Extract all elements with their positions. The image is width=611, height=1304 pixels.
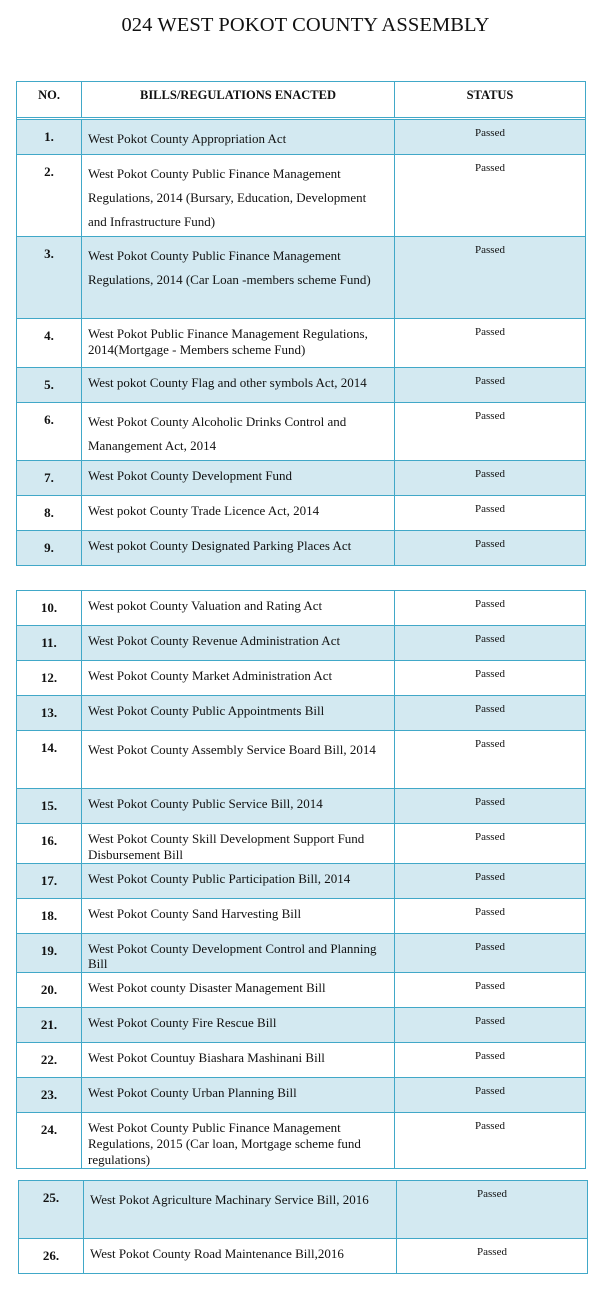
- row-number: 7.: [17, 461, 82, 496]
- row-number: 17.: [17, 863, 82, 898]
- row-number: 3.: [17, 237, 82, 319]
- bill-name: West Pokot County Public Finance Management Regulations, 2014 (Bursary, Education, Development and Infrastructure Fund): [82, 155, 395, 237]
- table-row: [17, 824, 586, 864]
- bill-status: Passed: [395, 319, 586, 368]
- row-number: 11.: [17, 626, 82, 661]
- bill-name: West pokot County Designated Parking Places Act: [82, 531, 395, 566]
- bill-name: West pokot County Valuation and Rating Act: [82, 591, 395, 626]
- bill-name: West Pokot County Fire Rescue Bill: [82, 1008, 395, 1043]
- bill-status: Passed: [395, 933, 586, 973]
- header-status: STATUS: [395, 82, 586, 118]
- table-row: [17, 863, 586, 898]
- bill-status: Passed: [395, 973, 586, 1008]
- bill-status: Passed: [395, 531, 586, 566]
- row-number: 10.: [17, 591, 82, 626]
- bill-status: Passed: [395, 1008, 586, 1043]
- bill-name: West Pokot County Sand Harvesting Bill: [82, 898, 395, 933]
- bill-status: Passed: [395, 824, 586, 864]
- bill-status: Passed: [395, 403, 586, 461]
- row-number: 4.: [17, 319, 82, 368]
- table-row: [17, 120, 586, 155]
- row-number: 13.: [17, 696, 82, 731]
- bill-name: West pokot County Trade Licence Act, 2014: [82, 496, 395, 531]
- row-number: 22.: [17, 1043, 82, 1078]
- table-row: [17, 461, 586, 496]
- bill-name: West Pokot County Public Finance Management Regulations, 2014 (Car Loan -members scheme Fund): [82, 237, 395, 319]
- table-header-row: [17, 82, 586, 118]
- bill-status: Passed: [395, 120, 586, 155]
- table-row: [17, 933, 586, 973]
- bill-name: West Pokot County Public Appointments Bill: [82, 696, 395, 731]
- bill-name: West Pokot County Market Administration Act: [82, 661, 395, 696]
- table-row: [17, 531, 586, 566]
- bill-status: Passed: [395, 496, 586, 531]
- bill-status: Passed: [395, 1043, 586, 1078]
- header-bills: BILLS/REGULATIONS ENACTED: [82, 82, 395, 118]
- table-row: [17, 973, 586, 1008]
- row-number: 5.: [17, 368, 82, 403]
- bill-name: West Pokot County Alcoholic Drinks Control and Manangement Act, 2014: [82, 403, 395, 461]
- page-title: 024 WEST POKOT COUNTY ASSEMBLY: [121, 14, 490, 36]
- table-row: [17, 1043, 586, 1078]
- bill-name: West Pokot County Skill Development Support Fund Disbursement Bill: [82, 824, 395, 864]
- bill-status: Passed: [395, 461, 586, 496]
- header-no: NO.: [17, 82, 82, 118]
- row-number: 26.: [19, 1239, 84, 1274]
- bill-name: West Pokot Public Finance Management Regulations, 2014(Mortgage - Members scheme Fund): [82, 319, 395, 368]
- row-number: 8.: [17, 496, 82, 531]
- row-number: 14.: [17, 731, 82, 789]
- bill-status: Passed: [395, 155, 586, 237]
- row-number: 6.: [17, 403, 82, 461]
- bill-status: Passed: [395, 591, 586, 626]
- table-row: [17, 368, 586, 403]
- row-number: 2.: [17, 155, 82, 237]
- bill-status: Passed: [395, 863, 586, 898]
- bill-name: West Pokot County Revenue Administration Act: [82, 626, 395, 661]
- table-row: [17, 789, 586, 824]
- row-number: 12.: [17, 661, 82, 696]
- bill-name: West Pokot County Public Finance Management Regulations, 2015 (Car loan, Mortgage scheme fund regulations): [82, 1113, 395, 1168]
- bill-name: West Pokot County Appropriation Act: [82, 120, 395, 155]
- table-row: [19, 1239, 588, 1274]
- table-row: [17, 696, 586, 731]
- bill-name: West Pokot County Development Control and Planning Bill: [82, 933, 395, 973]
- row-number: 16.: [17, 824, 82, 864]
- bill-status: Passed: [397, 1239, 588, 1274]
- row-number: 18.: [17, 898, 82, 933]
- bill-name: West Pokot County Development Fund: [82, 461, 395, 496]
- table-row: [17, 1078, 586, 1113]
- bill-status: Passed: [395, 661, 586, 696]
- table-row: [17, 1008, 586, 1043]
- bill-name: West Pokot County Road Maintenance Bill,2016: [84, 1239, 397, 1274]
- row-number: 23.: [17, 1078, 82, 1113]
- row-number: 24.: [17, 1113, 82, 1168]
- bill-status: Passed: [395, 237, 586, 319]
- bill-status: Passed: [395, 1078, 586, 1113]
- bills-table-2: [16, 590, 586, 1169]
- bill-status: Passed: [397, 1181, 588, 1239]
- table-row: [17, 1113, 586, 1168]
- row-number: 15.: [17, 789, 82, 824]
- bill-status: Passed: [395, 731, 586, 789]
- bill-name: West Pokot county Disaster Management Bill: [82, 973, 395, 1008]
- row-number: 21.: [17, 1008, 82, 1043]
- bill-name: West Pokot County Urban Planning Bill: [82, 1078, 395, 1113]
- bill-status: Passed: [395, 696, 586, 731]
- table-row: [17, 731, 586, 789]
- table-row: [19, 1181, 588, 1239]
- bill-name: West Pokot County Public Service Bill, 2014: [82, 789, 395, 824]
- table-row: [17, 661, 586, 696]
- bill-name: West Pokot Agriculture Machinary Service Bill, 2016: [84, 1181, 397, 1239]
- table-row: [17, 626, 586, 661]
- bill-status: Passed: [395, 368, 586, 403]
- bill-status: Passed: [395, 898, 586, 933]
- bill-name: West pokot County Flag and other symbols Act, 2014: [82, 368, 395, 403]
- table-row: [17, 898, 586, 933]
- bill-name: West Pokot County Public Participation Bill, 2014: [82, 863, 395, 898]
- table-row: [17, 496, 586, 531]
- table-row: [17, 237, 586, 319]
- row-number: 9.: [17, 531, 82, 566]
- table-row: [17, 591, 586, 626]
- table-row: [17, 155, 586, 237]
- bill-status: Passed: [395, 626, 586, 661]
- table-row: [17, 319, 586, 368]
- table-row: [17, 403, 586, 461]
- row-number: 20.: [17, 973, 82, 1008]
- bills-table-1: [16, 81, 586, 566]
- bill-name: West Pokot Countuy Biashara Mashinani Bill: [82, 1043, 395, 1078]
- row-number: 1.: [17, 120, 82, 155]
- bill-status: Passed: [395, 789, 586, 824]
- row-number: 25.: [19, 1181, 84, 1239]
- bill-name: West Pokot County Assembly Service Board Bill, 2014: [82, 731, 395, 789]
- bills-table-3: [18, 1180, 588, 1274]
- row-number: 19.: [17, 933, 82, 973]
- bill-status: Passed: [395, 1113, 586, 1168]
